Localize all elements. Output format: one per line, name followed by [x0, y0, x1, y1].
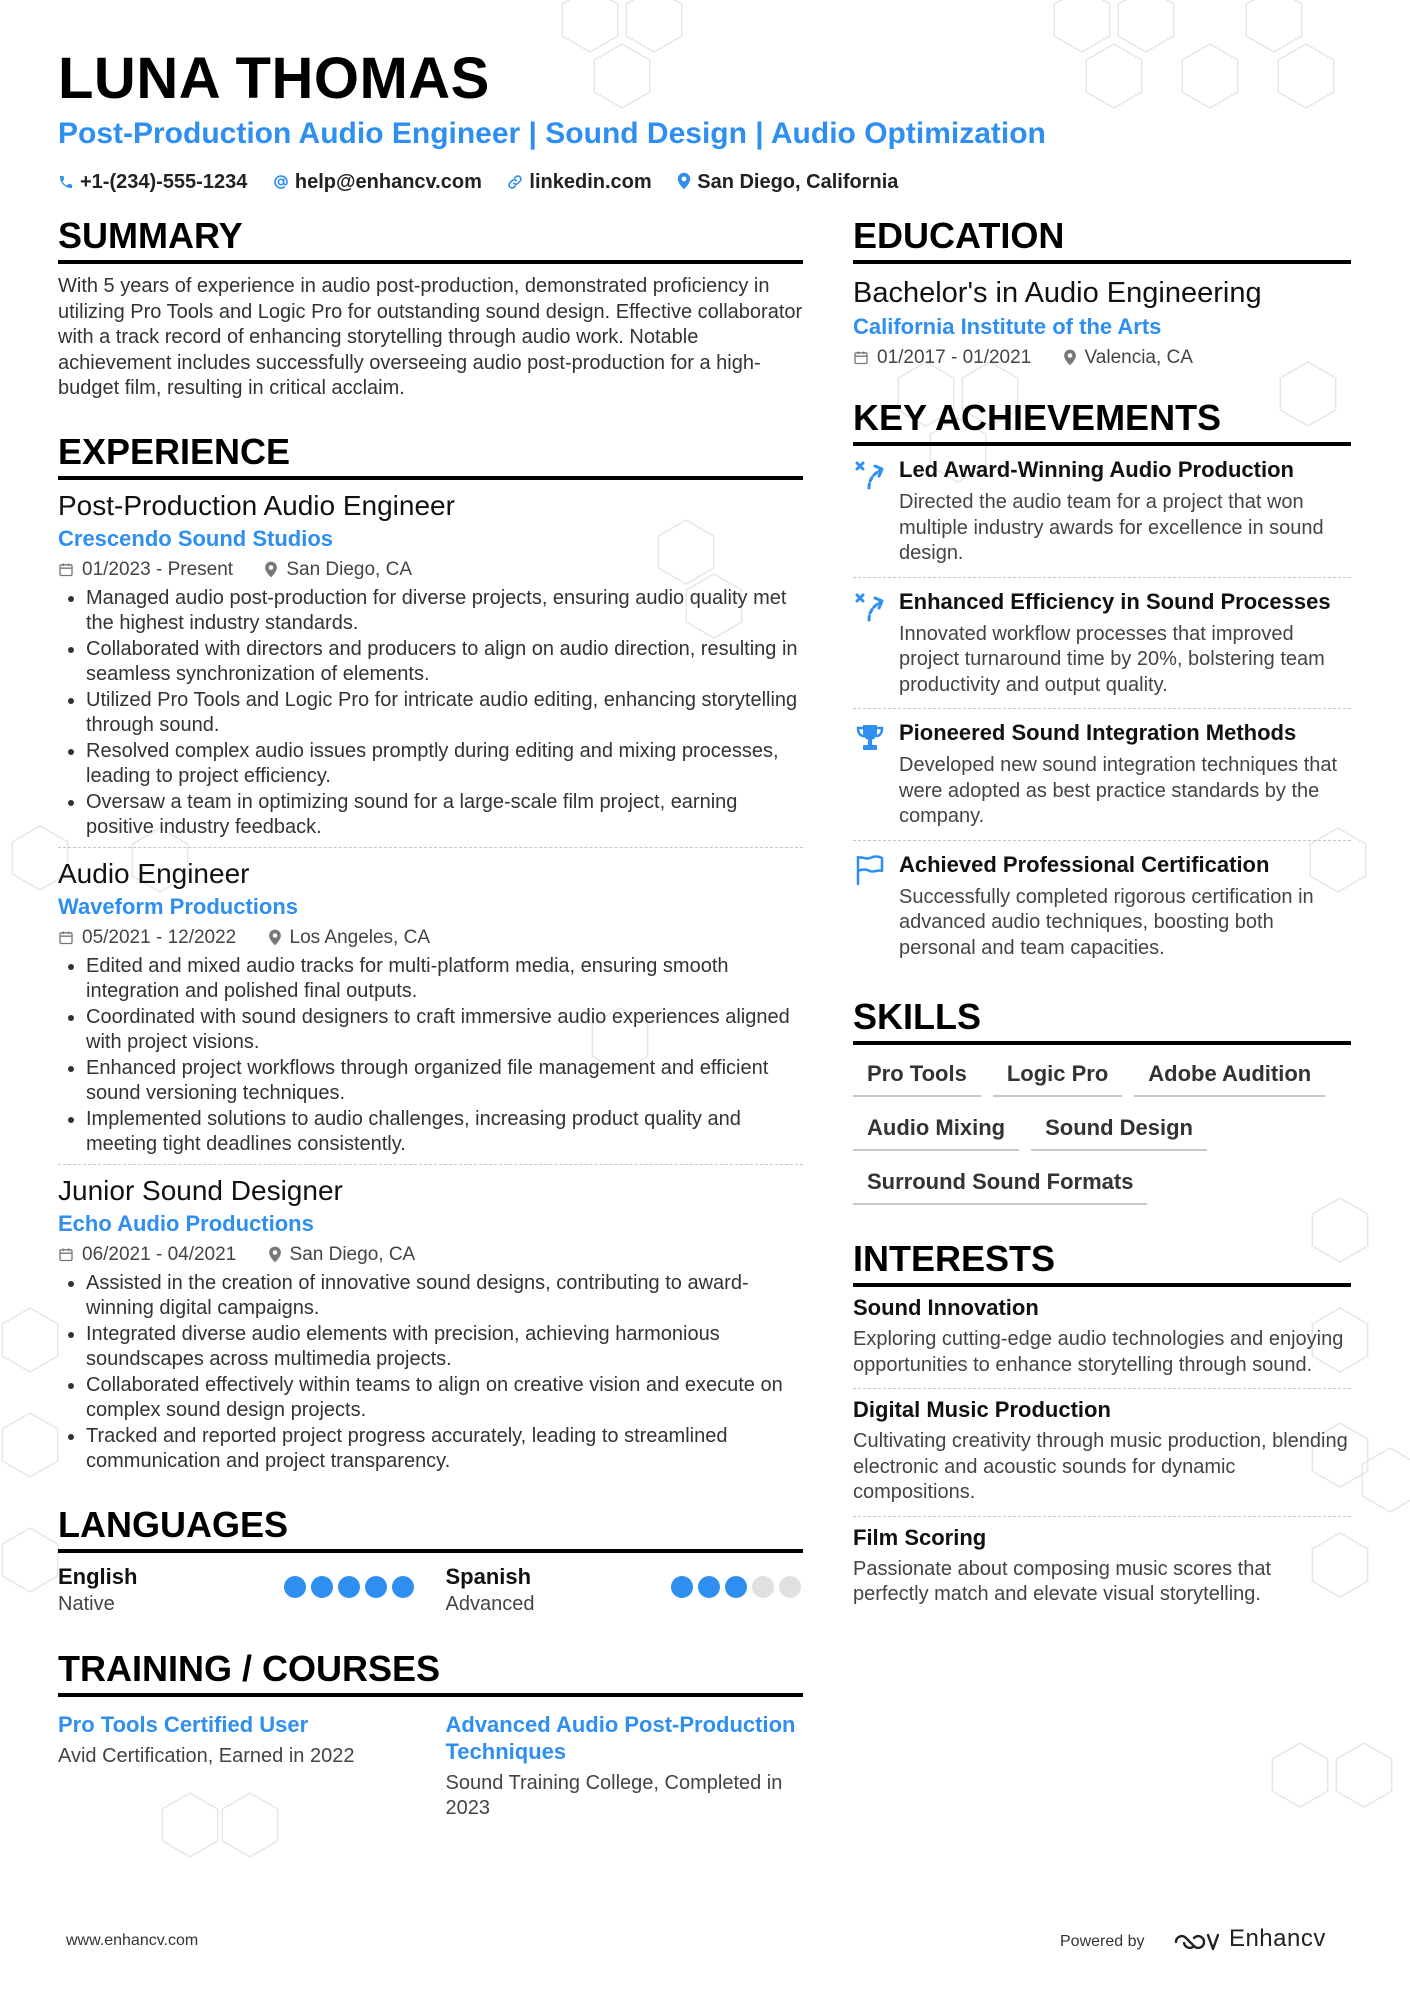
tactic-icon: [853, 590, 887, 624]
job-bullets: [58, 954, 803, 1158]
achievement-title: Enhanced Efficiency in Sound Processes: [899, 588, 1331, 614]
bullet-item: • Tracked and reported project progress accurately, leading to streamlined communication and project transparency.: [86, 1424, 803, 1475]
phone-icon: [58, 174, 74, 190]
interest-desc: Cultivating creativity through music production, blending electronic and acoustic sounds for dynamic compositions.: [853, 1430, 1348, 1503]
job-bullets: [58, 1271, 803, 1475]
bullet-item: • Oversaw a team in optimizing sound for a large-scale film project, earning positive industry feedback.: [86, 790, 803, 841]
bullet-item: • Collaborated effectively within teams to align on creative vision and execute on complex sound design projects.: [86, 1373, 803, 1424]
rating-dot-filled: [311, 1576, 333, 1598]
left-column: [58, 214, 803, 1822]
job-bullets: [58, 586, 803, 841]
achievement-desc: Developed new sound integration techniques that were adopted as best practice standards by the company.: [899, 754, 1338, 827]
experience-entry: [58, 480, 803, 848]
language-name: Spanish: [445, 1563, 532, 1589]
brand-name: Enhancv: [1228, 1925, 1326, 1952]
rating-dot-filled: [671, 1576, 693, 1598]
company-name[interactable]: Waveform Productions: [58, 893, 298, 919]
job-title: Audio Engineer: [58, 857, 250, 889]
training-item: [446, 1711, 804, 1822]
job-dates: 06/2021 - 04/2021: [82, 1243, 237, 1265]
language-rating: [666, 1576, 801, 1603]
right-column: [853, 214, 1351, 1618]
tactic-icon: [853, 458, 887, 492]
location-pin-icon: [1063, 349, 1077, 366]
interests-section: [853, 1237, 1351, 1618]
candidate-name: LUNA THOMAS: [58, 46, 490, 111]
location-text: San Diego, California: [697, 171, 899, 193]
interest-item: [853, 1389, 1351, 1517]
education-section: [853, 214, 1351, 372]
achievement-title: Pioneered Sound Integration Methods: [899, 720, 1297, 745]
education-location: Valencia, CA: [1084, 347, 1193, 368]
candidate-tagline: Post-Production Audio Engineer | Sound Design | Audio Optimization: [58, 117, 1046, 150]
achievement-title: Achieved Professional Certification: [899, 851, 1270, 877]
location-pin-icon: [268, 1246, 282, 1263]
bullet-item: • Collaborated with directors and producers to align on audio direction, resulting in seamless synchronization of elements.: [86, 637, 803, 688]
job-meta: [58, 1241, 803, 1269]
job-location: San Diego, CA: [289, 1243, 416, 1265]
summary-section: [58, 214, 803, 402]
summary-text: With 5 years of experience in audio post-production, demonstrated proficiency in utilizing Pro Tools and Logic Pro for outstanding sound design. Effective collaborator with a track record of enhancing storytelling through audio work. Notable achievement includes successfully overseeing audio post-production for a high-budget film, resulting in critical acclaim.: [58, 275, 803, 399]
language-level: Native: [58, 1592, 115, 1615]
languages-section: [58, 1503, 803, 1617]
contact-location: [677, 168, 898, 196]
interest-desc: Exploring cutting-edge audio technologies and enjoying opportunities to enhance storytelling through sound.: [853, 1328, 1344, 1376]
bullet-item: • Assisted in the creation of innovative sound designs, contributing to award-winning digital campaigns.: [86, 1271, 803, 1322]
bullet-item: • Implemented solutions to audio challenges, increasing product quality and meeting tight deadlines consistently.: [86, 1107, 803, 1158]
skill-tag: Sound Design: [1031, 1109, 1207, 1151]
achievement-item: [853, 709, 1351, 841]
achievement-desc: Directed the audio team for a project that won multiple industry awards for excellence in sound design.: [899, 491, 1324, 564]
experience-heading: EXPERIENCE: [58, 430, 803, 480]
job-dates: 05/2021 - 12/2022: [82, 926, 237, 948]
contact-phone[interactable]: [58, 168, 247, 196]
job-location: Los Angeles, CA: [289, 926, 431, 948]
skill-tag: Logic Pro: [993, 1055, 1122, 1097]
company-name[interactable]: Echo Audio Productions: [58, 1210, 314, 1236]
bullet-item: • Enhanced project workflows through organized file management and efficient sound versioning techniques.: [86, 1056, 803, 1107]
job-location: San Diego, CA: [286, 558, 413, 580]
experience-section: [58, 430, 803, 1481]
education-heading: EDUCATION: [853, 214, 1351, 264]
rating-dot-empty: [752, 1576, 774, 1598]
skills-list: [853, 1055, 1351, 1217]
job-meta: [58, 556, 803, 584]
interest-title: Sound Innovation: [853, 1295, 1039, 1320]
interest-title: Digital Music Production: [853, 1397, 1111, 1422]
calendar-icon: [58, 1246, 74, 1263]
skill-tag: Audio Mixing: [853, 1109, 1019, 1151]
contact-email[interactable]: [273, 168, 482, 196]
language-name: English: [58, 1563, 138, 1589]
training-item: [58, 1711, 416, 1822]
flag-icon: [853, 853, 887, 887]
calendar-icon: [58, 561, 74, 578]
education-school[interactable]: California Institute of the Arts: [853, 314, 1162, 339]
footer-website[interactable]: www.enhancv.com: [66, 1932, 199, 1949]
trophy-icon: [853, 721, 887, 755]
job-dates: 01/2023 - Present: [82, 558, 234, 580]
bullet-item: • Edited and mixed audio tracks for multi-platform media, ensuring smooth integration and polished final outputs.: [86, 954, 803, 1005]
contact-info: [58, 168, 918, 196]
powered-by-label: Powered by: [1060, 1933, 1145, 1950]
at-icon: [273, 174, 289, 190]
achievement-item: [853, 841, 1351, 972]
achievement-desc: Innovated workflow processes that improved project turnaround time by 20%, bolstering team productivity and output quality.: [899, 622, 1325, 696]
bullet-item: • Managed audio post-production for diverse projects, ensuring audio quality met the highest industry standards.: [86, 586, 803, 637]
skills-section: [853, 995, 1351, 1217]
linkedin-text: linkedin.com: [529, 171, 652, 193]
education-degree: Bachelor's in Audio Engineering: [853, 277, 1262, 309]
rating-dot-filled: [698, 1576, 720, 1598]
training-desc: Sound Training College, Completed in 2023: [445, 1771, 783, 1819]
interest-title: Film Scoring: [853, 1524, 987, 1550]
email-text: help@enhancv.com: [294, 171, 482, 193]
language-level: Advanced: [445, 1592, 535, 1615]
bullet-item: • Integrated diverse audio elements with precision, achieving harmonious soundscapes across multimedia projects.: [86, 1322, 803, 1373]
job-title: Post-Production Audio Engineer: [58, 489, 455, 521]
training-heading: TRAINING / COURSES: [58, 1647, 803, 1697]
phone-text: +1-(234)-555-1234: [80, 171, 248, 193]
rating-dot-filled: [284, 1576, 306, 1598]
location-pin-icon: [677, 172, 691, 190]
interest-desc: Passionate about composing music scores that perfectly match and elevate visual storytelling.: [853, 1557, 1271, 1605]
experience-entry: [58, 1165, 803, 1481]
job-meta: [58, 924, 803, 952]
language-item: [446, 1563, 804, 1617]
achievement-title: Led Award-Winning Audio Production: [899, 457, 1294, 482]
location-pin-icon: [264, 561, 278, 578]
interests-heading: INTERESTS: [853, 1237, 1351, 1287]
enhancv-logo-icon: [1173, 1930, 1219, 1954]
bullet-item: • Coordinated with sound designers to craft immersive audio experiences aligned with project visions.: [86, 1005, 803, 1056]
achievement-desc: Successfully completed rigorous certification in advanced audio techniques, boosting both personal and team capacities.: [899, 885, 1314, 959]
link-icon: [507, 174, 523, 190]
rating-dot-empty: [779, 1576, 801, 1598]
contact-linkedin[interactable]: [507, 168, 651, 196]
language-rating: [279, 1576, 414, 1603]
bullet-item: • Resolved complex audio issues promptly during editing and mixing processes, leading to project efficiency.: [86, 739, 803, 790]
education-dates: 01/2017 - 01/2021: [877, 347, 1032, 368]
calendar-icon: [853, 349, 869, 366]
rating-dot-filled: [392, 1576, 414, 1598]
rating-dot-filled: [365, 1576, 387, 1598]
achievements-section: [853, 396, 1351, 971]
skill-tag: Adobe Audition: [1134, 1055, 1325, 1097]
experience-entry: [58, 848, 803, 1165]
education-meta: [853, 344, 1351, 372]
rating-dot-filled: [338, 1576, 360, 1598]
skill-tag: Surround Sound Formats: [853, 1163, 1147, 1205]
rating-dot-filled: [725, 1576, 747, 1598]
interest-item: [853, 1517, 1351, 1618]
achievement-item: [853, 578, 1351, 710]
interest-item: [853, 1287, 1351, 1389]
language-item: [58, 1563, 416, 1617]
footer-branding[interactable]: [1060, 1925, 1326, 1954]
achievement-item: [853, 446, 1351, 578]
training-desc: Avid Certification, Earned in 2022: [58, 1744, 355, 1767]
training-section: [58, 1647, 803, 1822]
bullet-item: • Utilized Pro Tools and Logic Pro for intricate audio editing, enhancing storytelling through sound.: [86, 688, 803, 739]
job-title: Junior Sound Designer: [58, 1174, 343, 1206]
languages-heading: LANGUAGES: [58, 1503, 803, 1553]
skills-heading: SKILLS: [853, 995, 1351, 1045]
training-title: Advanced Audio Post-Production Techniques: [445, 1711, 796, 1764]
summary-heading: SUMMARY: [58, 214, 803, 264]
achievements-heading: KEY ACHIEVEMENTS: [853, 396, 1351, 446]
company-name[interactable]: Crescendo Sound Studios: [58, 525, 334, 551]
skill-tag: Pro Tools: [853, 1055, 981, 1097]
location-pin-icon: [268, 929, 282, 946]
training-title: Pro Tools Certified User: [58, 1711, 309, 1737]
calendar-icon: [58, 929, 74, 946]
